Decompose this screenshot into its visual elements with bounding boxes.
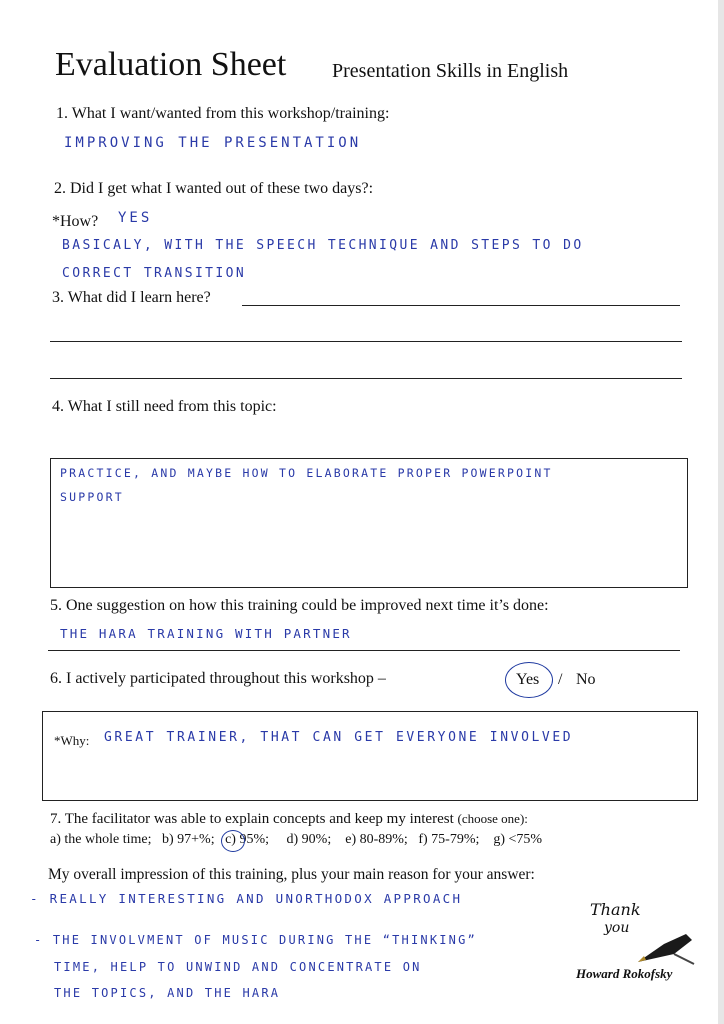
- scan-edge: [718, 0, 724, 1024]
- option-c-label: c) 95%;: [225, 832, 270, 847]
- page-subtitle: Presentation Skills in English: [332, 60, 569, 82]
- option-d[interactable]: d) 90%;: [286, 832, 332, 847]
- question-4-label: 4. What I still need from this topic:: [52, 398, 277, 415]
- question-7-options: [50, 832, 542, 848]
- question-2-answer-line-2: CORRECT TRANSITION: [62, 266, 247, 281]
- answer-line: [242, 305, 680, 306]
- question-1-answer: IMPROVING THE PRESENTATION: [64, 135, 362, 151]
- option-c[interactable]: [225, 832, 272, 847]
- pen-icon: [634, 930, 698, 970]
- question-2-label: 2. Did I get what I wanted out of these two days?:: [54, 180, 374, 197]
- thanks-line-2: you: [604, 920, 630, 936]
- question-5-label: 5. One suggestion on how this training could be improved next time it’s done:: [50, 597, 549, 614]
- question-2-how-answer: YES: [118, 210, 153, 226]
- question-5-answer: THE HARA TRAINING WITH PARTNER: [60, 626, 352, 641]
- option-e[interactable]: e) 80-89%;: [345, 832, 408, 847]
- answer-line: [50, 341, 682, 342]
- question-6-label: 6. I actively participated throughout this workshop –: [50, 670, 386, 687]
- impression-line-3: TIME, HELP TO UNWIND AND CONCENTRATE ON: [54, 960, 422, 974]
- signature-name: Howard Rokofsky: [576, 966, 673, 981]
- page-title: Evaluation Sheet: [55, 46, 287, 83]
- question-7-hint: (choose one):: [457, 811, 528, 826]
- option-g[interactable]: g) <75%: [493, 832, 543, 847]
- why-label: *Why:: [54, 733, 90, 748]
- option-no[interactable]: No: [576, 671, 596, 688]
- why-answer: GREAT TRAINER, THAT CAN GET EVERYONE INVOLVED: [104, 730, 574, 745]
- selected-option-circle: [221, 830, 245, 852]
- answer-line: [48, 650, 680, 651]
- question-8-label: My overall impression of this training, plus your main reason for your answer:: [48, 866, 535, 883]
- question-7-label: [50, 811, 528, 828]
- why-box: [42, 711, 698, 801]
- option-separator: /: [558, 671, 563, 688]
- impression-line-4: THE TOPICS, AND THE HARA: [54, 986, 281, 1000]
- option-f[interactable]: f) 75-79%;: [418, 832, 480, 847]
- question-2-answer-line-1: BASICALY, WITH THE SPEECH TECHNIQUE AND STEPS TO DO: [62, 238, 584, 253]
- thanks-line-1: Thank: [590, 900, 641, 919]
- question-2-how-label: *How?: [52, 213, 99, 230]
- option-yes[interactable]: Yes: [516, 671, 540, 688]
- option-b[interactable]: b) 97+%;: [161, 832, 215, 847]
- answer-line: [50, 378, 682, 379]
- question-4-answer-line-1: PRACTICE, AND MAYBE HOW TO ELABORATE PROPER POWERPOINT: [60, 466, 553, 480]
- question-1-label: 1. What I want/wanted from this workshop/training:: [56, 105, 390, 122]
- question-7-text: 7. The facilitator was able to explain concepts and keep my interest: [50, 811, 454, 827]
- option-a[interactable]: a) the whole time;: [50, 832, 152, 847]
- impression-line-2: - THE INVOLVMENT OF MUSIC DURING THE “THINKING”: [34, 933, 477, 947]
- question-3-label: 3. What did I learn here?: [52, 289, 211, 306]
- impression-line-1: - REALLY INTERESTING AND UNORTHODOX APPROACH: [30, 891, 463, 906]
- question-4-answer-line-2: SUPPORT: [60, 490, 124, 504]
